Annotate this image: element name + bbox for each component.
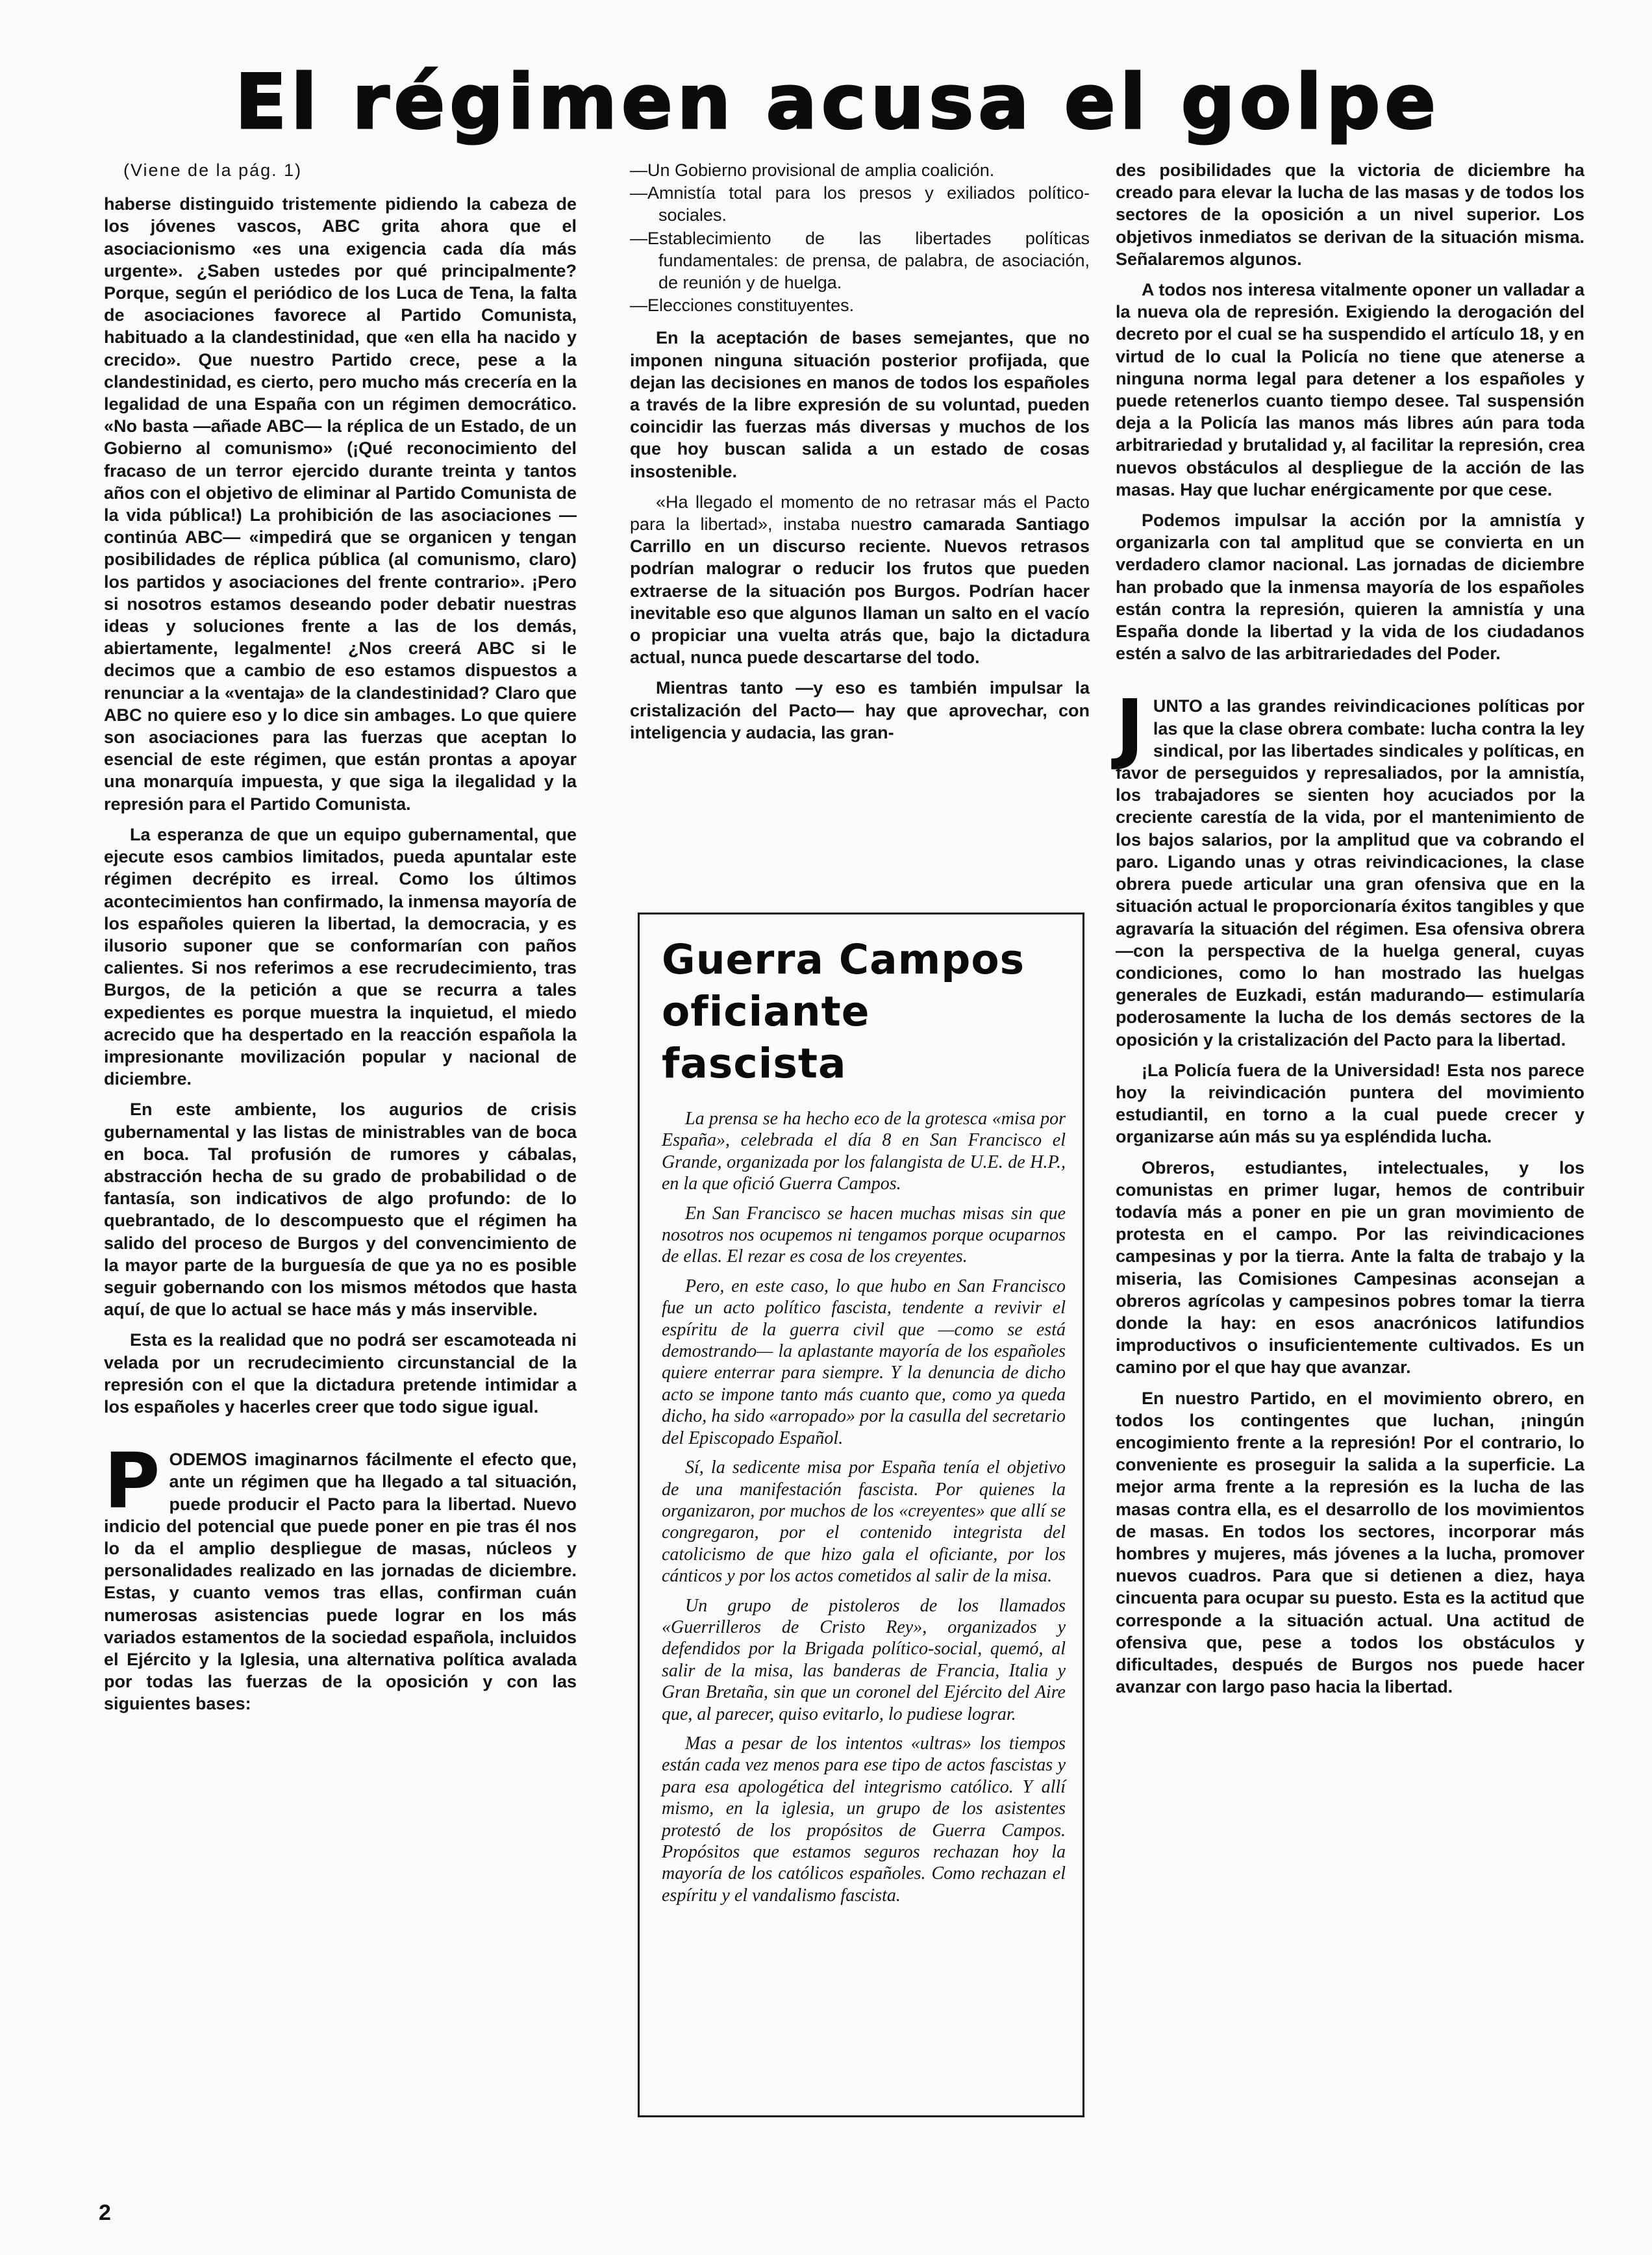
page-headline: El régimen acusa el golpe <box>235 58 1440 146</box>
sidebar-title-line: oficiante fascista <box>662 988 870 1087</box>
article-column-3 <box>1116 159 1584 1706</box>
continued-from-note: (Viene de la pág. 1) <box>123 160 303 180</box>
sidebar-paragraph: En San Francisco se hacen muchas misas sin que nosotros nos ocupemos ni tengamos porque ocuparnos de ellas. El rezar es cosa de los creyentes. <box>662 1203 1066 1267</box>
bases-list-item: —Un Gobierno provisional de amplia coalición. <box>630 160 995 180</box>
article-paragraph: En nuestro Partido, en el movimiento obrero, en todos los contingentes que luchan, ¡ningún encogimiento frente a la represión! Por el contrario, lo conveniente es proseguir la salida a la superficie. La mejor arma frente a la represión es la lucha de las masas contra ella, es el desarrollo de los movimientos de masas. En todos los sectores, incorporar más hombres y mujeres, más jóvenes a la lucha, promover nuevos cuadros. Para que si detienen a diez, haya cincuenta para ocupar su puesto. Esta es la actitud que corresponde a la situación actual. Una actitud de ofensiva que, pese a todos los obstáculos y dificultades, después de Burgos nos puede hacer avanzar con largo paso hacia la libertad. <box>1116 1388 1584 1697</box>
article-paragraph-text: tro camarada Santiago Carrillo en un discurso reciente. Nuevos retrasos podrían malograr o reducir los frutos que pueden extraerse de la situación pos Burgos. Podrían hacer inevitable eso que algunos llaman un salto en el vacío o propiciar una vuelta atrás que, bajo la dictadura actual, nunca puede descartarse del todo. <box>630 514 1090 668</box>
article-paragraph: La esperanza de que un equipo gubernamental, que ejecute esos cambios limitados, pueda apuntalar este régimen decrépito es irreal. Como los últimos acontecimientos han confirmado, la inmensa mayoría de los españoles quieren la libertad, la democracia, y es ilusorio suponer que se conformarían con paños calientes. Si nos referimos a ese recrudecimiento, tras Burgos, de la petición a que se recurra a tales expedientes es porque muestra la inquietud, el miedo acrecido que ha despertado en la reacción española la impresionante movilización popular y nacional de diciembre. <box>104 824 577 1089</box>
section-gap <box>1116 673 1584 695</box>
drop-cap: P <box>104 1436 160 1526</box>
sidebar-paragraph: La prensa se ha hecho eco de la grotesca «misa por España», celebrada el día 8 en San Francisco el Grande, organizada por los falangista de U.E. de H.P., en la que ofició Guerra Campos. <box>662 1109 1066 1194</box>
sidebar-paragraph: Sí, la sedicente misa por España tenía el objetivo de una manifestación fascista. Por quienes la organizaron, por muchos de los «creyentes» que allí se congregaron, por el contenido integrista del catolicismo de que hizo gala el oficiante, por los cánticos y por los actos cometidos al salir de la misa. <box>662 1457 1066 1587</box>
article-paragraph: Obreros, estudiantes, intelectuales, y los comunistas en primer lugar, hemos de contribuir todavía más a poner en pie un gran movimiento de protesta en el campo. Por las reivindicaciones campesinas y por la tierra. Ante la falta de trabajo y la miseria, las Comisiones Campesinas aconsejan a obreros agrícolas y campesinos pobres tomar la tierra donde la hay: en esos anacrónicos latifundios improductivos o insuficientemente cultivados. Es un camino por el que hay que avanzar. <box>1116 1157 1584 1378</box>
sidebar-box <box>638 913 1084 2117</box>
bases-list <box>630 159 1090 316</box>
article-column-1 <box>104 159 577 1724</box>
article-paragraph: Esta es la realidad que no podrá ser escamoteada ni velada por un recrudecimiento circunstancial de la represión con el que la dictadura pretende intimidar a los españoles y hacerles creer que todo sigue igual. <box>104 1330 577 1417</box>
bases-list-item: —Amnistía total para los presos y exiliados político-sociales. <box>630 183 1090 225</box>
sidebar-paragraph: Pero, en este caso, lo que hubo en San Francisco fue un acto político fascista, tendente a revivir el espíritu de la guerra civil que —como se está demostrando— la aplastante mayoría de los españoles quiere enterrar para siempre. Y la denuncia de dicho acto se impone tanto más cuanto que, como ya queda dicho, ha sido «arropado» por la casulla del secretario del Episcopado Español. <box>662 1276 1066 1448</box>
section-paragraph <box>1116 683 1584 1050</box>
sidebar-paragraph: Mas a pesar de los intentos «ultras» los tiempos están cada vez menos para ese tipo de actos fascistas y para esa apologética del integrismo católico. Y allí mismo, en la iglesia, un grupo de los asistentes protestó de los propósitos de Guerra Campos. Propósitos que estamos seguros rechazan hoy la mayoría de los católicos españoles. Como rechazan el espíritu y el vandalismo fascista. <box>662 1733 1066 1906</box>
article-paragraph: En la aceptación de bases semejantes, que no imponen ninguna situación posterior profijada, que dejan las decisiones en manos de todos los españoles a través de la libre expresión de su voluntad, pueden coincidir las fuerzas más diversas y muchos de los que hoy buscan salida a un estado de cosas insostenible. <box>630 328 1090 481</box>
article-paragraph: haberse distinguido tristemente pidiendo la cabeza de los jóvenes vascos, ABC grita ahora que el asociacionismo «es una exigencia cada día más urgente». ¿Saben ustedes por qué principalmente? Porque, según el periódico de los Luca de Tena, la falta de asociaciones favorece al Partido Comunista, habituado a la clandestinidad, que «en ella ha nacido y crecido». Que nuestro Partido crece, pese a la clandestinidad, es cierto, pero mucho más crecería en la legalidad de una España con un régimen democrático. «No basta —añade ABC— la réplica de un Estado, de un Gobierno al comunismo» (¡Qué reconocimiento del fracaso de un terror ejercido durante treinta y tantos años con el objetivo de eliminar al Partido Comunista de la vida pública!) La prohibición de las asociaciones —continúa ABC— «impedirá que se organicen y tengan posibilidades de réplica pública (al comunismo, claro) los partidos y asociaciones del frente contrario». ¡Pero si nosotros estamos deseando poder debatir nuestras ideas y soluciones frente a las de los demás, abiertamente, legalmente! ¿Nos creerá ABC si le decimos que a cambio de eso estamos dispuestos a renunciar a la «ventaja» de la clandestinidad? Claro que ABC no quiere eso y lo dice sin ambages. Lo que quiere son asociaciones para las fuerzas que aceptan lo esencial de este régimen, que están prontas a apoyar una monarquía impuesta, y que siga la ilegalidad y la represión para el Partido Comunista. <box>104 194 577 814</box>
bases-list-item: —Elecciones constituyentes. <box>630 296 855 316</box>
drop-cap: J <box>1116 683 1144 773</box>
section-paragraph <box>104 1436 577 1715</box>
page-number: 2 <box>99 2200 111 2225</box>
article-column-2 <box>630 159 1090 752</box>
bases-list-item: —Establecimiento de las libertades políticas fundamentales: de prensa, de palabra, de asociación, de reunión y de huelga. <box>630 228 1090 293</box>
article-paragraph: A todos nos interesa vitalmente oponer un valladar a la nueva ola de represión. Exigiendo la derogación del decreto por el cual se ha suspendido el artículo 18, y en virtud de lo cual la Policía no tiene que atenerse a ninguna norma legal para detener a los españoles y puede retenerlos cuanto tiempo desee. Tal suspensión deja a la Policía las manos más libres aún para toda arbitrariedad y brutalidad y, al facilitar la represión, crea nuevos obstáculos al despliegue de la acción de las masas. Hay que luchar enérgicamente por que cese. <box>1116 280 1584 499</box>
section-paragraph-text: UNTO a las grandes reivindicaciones políticas por las que la clase obrera combate: lucha contra la ley sindical, por las libertades sindicales y políticas, en favor de perseguidos y represaliados, por la amnistía, los trabajadores se sienten hoy acuciados por la creciente carestía de la vida, por el mantenimiento de los bajos salarios, por la amplitud que va cobrando el paro. Ligando unas y otras reivindicaciones, la clase obrera puede articular una gran ofensiva que en la situación actual le proporcionaría éxitos tangibles y que agravaría la situación del régimen. Esa ofensiva obrera —con la perspectiva de la huelga general, cuyas condiciones, como lo han mostrado las huelgas generales de Euzkadi, están madurando— estimularía poderosamente la lucha de los demás sectores de la oposición y la cristalización del Pacto para la libertad. <box>1116 696 1584 1050</box>
sidebar-paragraph: Un grupo de pistoleros de los llamados «Guerrilleros de Cristo Rey», organizados y defendidos por la Brigada político-social, quemó, al salir de la misa, las banderas de Francia, Italia y Gran Bretaña, sin que un coronel del Ejército del Aire que, al parecer, quiso evitarlo, lo pudiese lograr. <box>662 1595 1066 1724</box>
section-paragraph-text: ODEMOS imaginarnos fácilmente el efecto que, ante un régimen que ha llegado a tal situación, puede producir el Pacto para la libertad. Nuevo indicio del potencial que puede poner en pie tras él nos lo da el amplio despliegue de masas, núcleos y personalidades realizado en las jornadas de diciembre. Estas, y cuanto vemos tras ellas, confirman cuán numerosas asistencias puede lograr en los más variados estamentos de la sociedad española, incluidos el Ejército y la Iglesia, una alternativa política avalada por todas las fuerzas de la oposición y con las siguientes bases: <box>104 1450 577 1714</box>
article-paragraph: Mientras tanto —y eso es también impulsar la cristalización del Pacto— hay que aprovechar, con inteligencia y audacia, las gran- <box>630 678 1090 742</box>
section-gap <box>104 1426 577 1448</box>
article-paragraph: ¡La Policía fuera de la Universidad! Esta nos parece hoy la reivindicación puntera del movimiento estudiantil, en torno a la cual puede crecer y organizarse aún más su ya espléndida lucha. <box>1116 1060 1584 1147</box>
article-paragraph: Podemos impulsar la acción por la amnistía y organizarla con tal amplitud que se convierta en un verdadero clamor nacional. Las jornadas de diciembre han probado que la inmensa mayoría de los españoles están contra la represión, quieren la amnistía y una España donde la libertad y la vida de los ciudadanos estén a salvo de las arbitrariedades del Poder. <box>1116 510 1584 664</box>
sidebar-title-line: Guerra Campos <box>662 936 1025 983</box>
article-paragraph: des posibilidades que la victoria de diciembre ha creado para elevar la lucha de las masas y de todos los sectores de la oposición a un nivel superior. Los objetivos inmediatos se derivan de la situación misma. Señalaremos algunos. <box>1116 160 1584 269</box>
article-paragraph: En este ambiente, los augurios de crisis gubernamental y las listas de ministrables van de boca en boca. Tal profusión de rumores y cábalas, abstracción hecha de su grado de probabilidad o de fantasía, son indicativos de algo profundo: de lo quebrantado, de lo descompuesto que el régimen ha salido del proceso de Burgos y del convencimiento de la mayor parte de la burguesía de que ya no es posible seguir gobernando con los mismos métodos que hasta aquí, de que lo actual se hace más y más inservible. <box>104 1100 577 1320</box>
sidebar-title <box>662 934 1066 1090</box>
quote-text: «Ha llegado el momento de no retrasar más el Pacto para la libertad», instaba nues <box>630 492 1090 535</box>
article-paragraph <box>630 491 1090 669</box>
